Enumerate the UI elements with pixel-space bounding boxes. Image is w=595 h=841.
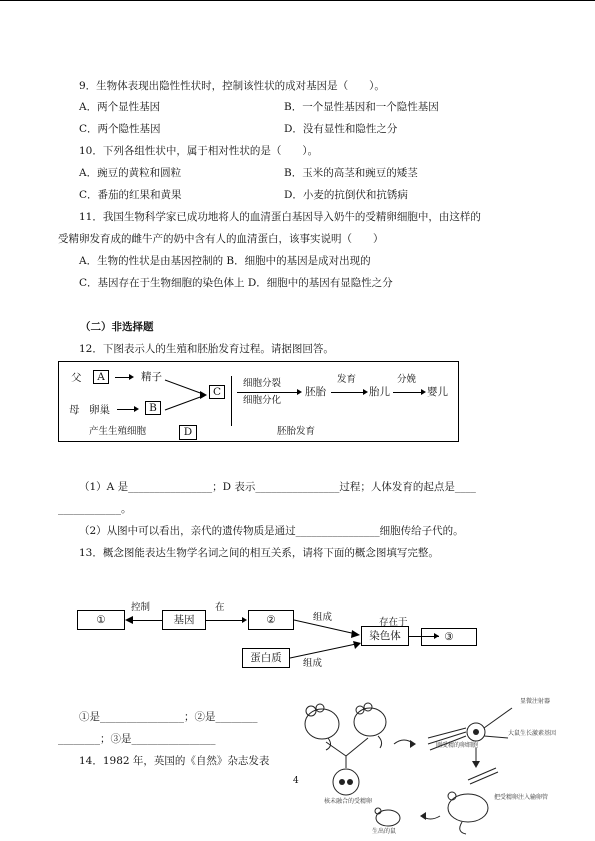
father-label: 父 (71, 372, 82, 384)
protein-node (242, 648, 290, 668)
control-label: 控制 (131, 602, 151, 613)
q12-sub1-line1: （1）A 是________________；D 表示________________过程；人体发育的起点是____ (79, 481, 476, 493)
q11-options-ab: A．生物的性状是由基因控制的 B．细胞中的基因是成对出现的 (79, 255, 371, 267)
box-a (93, 370, 109, 384)
cell-differentiation-label: 细胞分化 (243, 395, 282, 406)
fetus-label: 胎儿 (369, 386, 390, 398)
compose-label-1: 组成 (313, 612, 333, 623)
box-a-label: A (97, 371, 105, 383)
q9-option-b: B．一个显性基因和一个隐性基因 (284, 101, 439, 113)
node-1-label: ① (96, 614, 106, 626)
q11-stem-line1: 11．我国生物科学家已成功地将人的血清蛋白基因导入奶牛的受精卵细胞中，由这样的 (79, 211, 481, 223)
q12-sub1-line2: ____________。 (58, 503, 132, 515)
node-2-label: ② (266, 614, 276, 626)
box-b-label: B (149, 402, 157, 414)
q13-stem: 13．概念图能表达生物学名词之间的相互关系，请将下面的概念图填写完整。 (79, 547, 439, 559)
q9-stem: 9．生物体表现出隐性性状时，控制该性状的成对基因是（ ）。 (79, 80, 385, 92)
box-d (179, 425, 197, 440)
in-label: 在 (215, 602, 225, 613)
node-1 (77, 610, 125, 630)
sperm-label: 精子 (141, 371, 162, 383)
q14-stem-start: 14．1982 年，英国的《自然》杂志发表 (79, 755, 270, 767)
q10-option-b: B．玉米的高茎和豌豆的矮茎 (284, 167, 418, 179)
box-b (145, 401, 161, 415)
embryo-development-label: 胚胎发育 (277, 426, 316, 437)
q10-option-c: C．番茄的红果和黄果 (79, 189, 182, 201)
protein-arrow (290, 640, 364, 662)
q9-option-a: A．两个显性基因 (79, 101, 161, 113)
protein-label: 蛋白质 (250, 652, 282, 664)
germ-cells-label: 产生生殖细胞 (89, 426, 147, 437)
cell-division-label: 细胞分裂 (243, 378, 282, 389)
q10-option-a: A．豌豆的黄粒和圆粒 (79, 167, 182, 179)
section-title: （二）非选择题 (80, 321, 154, 333)
gene-figure-label: 大鼠生长激素基因 (508, 730, 557, 737)
concept-map (77, 598, 477, 678)
box-c-label: C (212, 386, 222, 398)
transgenic-mouse-figure (298, 698, 588, 838)
q9-option-d: D．没有显性和隐性之分 (284, 123, 398, 135)
q12-stem: 12．下图表示人的生殖和胚胎发育过程。请据图回答。 (79, 343, 334, 355)
box-c (209, 385, 225, 399)
q12-sub2: （2）从图中可以看出，亲代的遗传物质是通过________________细胞传给子代的。 (79, 525, 464, 537)
q13-answer-line2: ________；③是________________ (58, 733, 216, 745)
delivery-label: 分娩 (397, 374, 417, 385)
injector-label: 显微注射器 (520, 698, 551, 705)
reproduction-diagram (58, 361, 459, 442)
develop-label: 发育 (337, 374, 357, 385)
node-3-label: ③ (444, 631, 454, 643)
node-2 (248, 610, 294, 630)
node-3 (421, 628, 477, 646)
compose-label-2: 组成 (303, 658, 323, 669)
baby-label: 婴儿 (427, 386, 448, 398)
q11-options-cd: C．基因存在于生物细胞的染色体上 D．细胞中的基因有显隐性之分 (79, 277, 393, 289)
mother-label: 母 (69, 404, 80, 416)
q11-stem-line2: 受精卵发育成的雌牛产的奶中含有人的血清蛋白，该事实说明（ ） (58, 233, 384, 245)
mother-label-fig: 把受精卵注入输卵管 (494, 794, 549, 801)
q9-option-c: C．两个隐性基因 (79, 123, 161, 135)
gene-label: 基因 (173, 614, 195, 626)
chromosome-label: 染色体 (369, 630, 401, 642)
ovary-label: 卵巢 (89, 404, 110, 416)
chromosome-node (361, 626, 409, 646)
gene-node (162, 610, 206, 630)
exist-in-label: 存在于 (379, 617, 408, 628)
egg-label: 刚受精的卵细胞 (436, 742, 479, 749)
embryo-label: 胚胎 (305, 386, 326, 398)
q13-answer-line1: ①是________________；②是________ (79, 711, 258, 723)
q10-option-d: D．小麦的抗倒伏和抗锈病 (284, 189, 408, 201)
figure-drawing (298, 698, 588, 838)
nucleus-label: 核未融合的受精卵 (324, 798, 373, 805)
q10-stem: 10．下列各组性状中，属于相对性状的是（ ）。 (79, 145, 319, 157)
box-d-label: D (183, 426, 193, 438)
top-rule (0, 0, 595, 1)
offspring-label: 生出的鼠 (372, 828, 397, 835)
fertilization-arrows (163, 372, 209, 416)
page-number: 4 (293, 776, 299, 786)
